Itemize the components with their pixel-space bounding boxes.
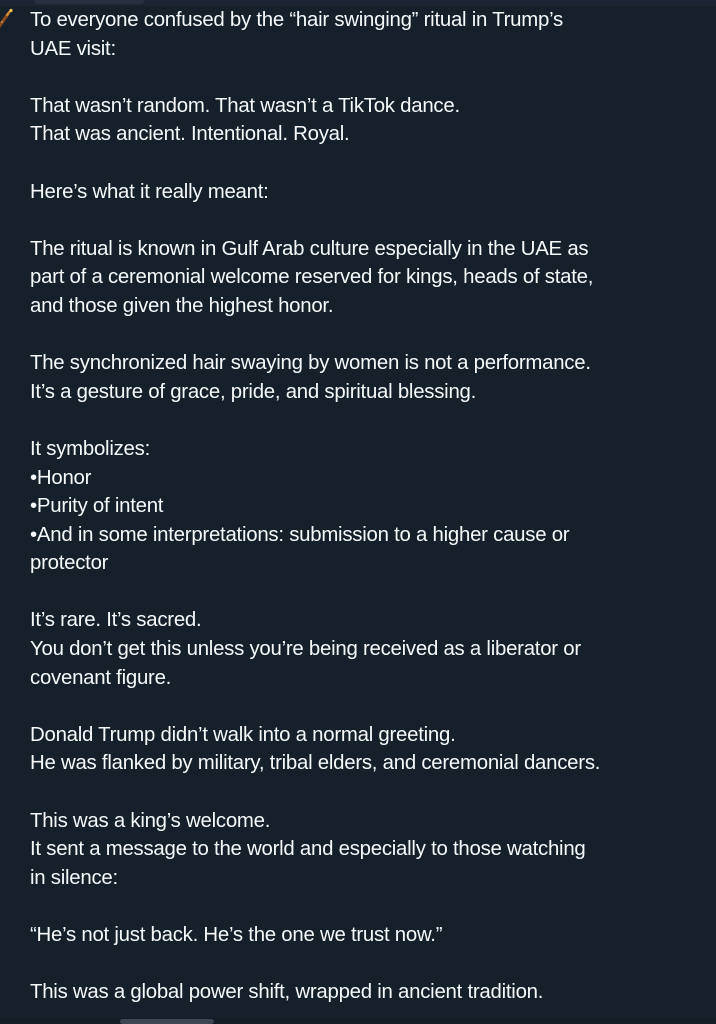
- sparkle-emoji-icon: [0, 8, 14, 30]
- post-text-line: It’s a gesture of grace, pride, and spiritual blessing.: [30, 380, 477, 403]
- post-text-line: That was ancient. Intentional. Royal.: [30, 123, 350, 146]
- post-text-line: and those given the highest honor.: [30, 294, 334, 317]
- horizontal-scrollbar[interactable]: [0, 1018, 716, 1024]
- post-paragraph: [30, 6, 700, 63]
- post-text-line: The ritual is known in Gulf Arab culture especially in the UAE as: [30, 237, 589, 260]
- post-text-line: That wasn’t random. That wasn’t a TikTok dance.: [30, 94, 460, 117]
- post-paragraph: [30, 178, 700, 207]
- header-fade: [34, 0, 144, 4]
- post-paragraph: [30, 807, 700, 893]
- post-text-line: •Purity of intent: [30, 495, 164, 518]
- post-text-line: •And in some interpretations: submission to a higher cause or: [30, 523, 570, 546]
- post-text-line: It sent a message to the world and especially to those watching: [30, 838, 586, 861]
- post-text-line: To everyone confused by the “hair swinging” ritual in Trump’s: [30, 9, 563, 31]
- post-text-line: The synchronized hair swaying by women is not a performance.: [30, 352, 591, 375]
- post-body-text: [30, 6, 700, 1007]
- post-text-line: covenant figure.: [30, 666, 172, 689]
- post-paragraph: [30, 721, 700, 778]
- post-paragraph: [30, 978, 700, 1007]
- post-text-line: He was flanked by military, tribal elders, and ceremonial dancers.: [30, 752, 601, 775]
- post-text-line: in silence:: [30, 866, 118, 889]
- post-text-line: It symbolizes:: [30, 437, 151, 460]
- post-text-line: “He’s not just back. He’s the one we trust now.”: [30, 924, 443, 946]
- post-text-line: This was a king’s welcome.: [30, 809, 271, 832]
- post-paragraph: [30, 921, 700, 950]
- post-text-line: protector: [30, 552, 109, 575]
- post-text-line: Donald Trump didn’t walk into a normal greeting.: [30, 723, 456, 746]
- scrollbar-thumb[interactable]: [120, 1019, 214, 1024]
- post-text-line: UAE visit:: [30, 37, 116, 60]
- post-paragraph: [30, 349, 700, 406]
- post-text-line: Here’s what it really meant:: [30, 180, 269, 203]
- post-text-line: •Honor: [30, 466, 92, 489]
- post-paragraph: [30, 235, 700, 321]
- post-paragraph: [30, 92, 700, 149]
- post-paragraph: [30, 606, 700, 692]
- post-text-line: part of a ceremonial welcome reserved for kings, heads of state,: [30, 266, 594, 289]
- post-text-line: You don’t get this unless you’re being received as a liberator or: [30, 638, 581, 661]
- post-text-line: This was a global power shift, wrapped in ancient tradition.: [30, 981, 544, 1004]
- post-text-line: It’s rare. It’s sacred.: [30, 609, 202, 632]
- post-paragraph: [30, 435, 700, 578]
